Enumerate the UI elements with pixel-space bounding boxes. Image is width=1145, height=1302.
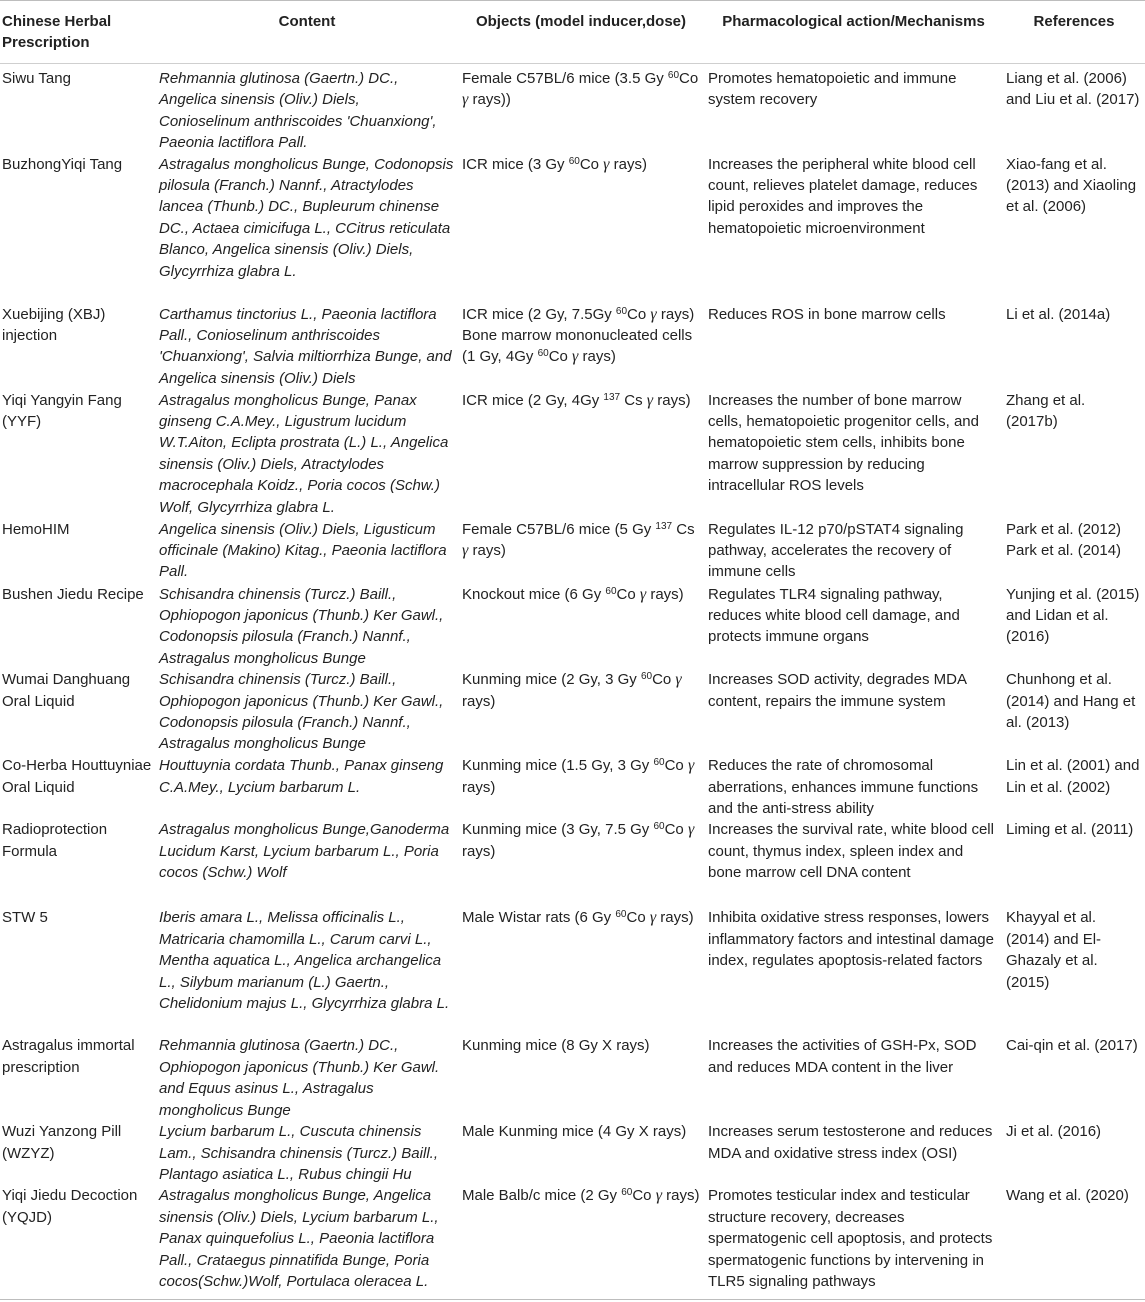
cell-content: Lycium barbarum L., Cuscuta chinensis Lam., Schisandra chinensis (Turcz.) Baill., Plantago asiatica L., Rubus chingii Hu	[159, 1123, 438, 1183]
cell-objects: Kunming mice (1.5 Gy, 3 Gy $^{60}$Co γ rays)	[462, 757, 695, 796]
table-body	[0, 64, 1145, 1300]
cell-references: Li et al. (2014a)	[1006, 305, 1111, 323]
cell-content: Astragalus mongholicus Bunge, Panax ginseng C.A.Mey., Ligustrum lucidum W.T.Aiton, Eclipta prostrata (L.) L., Angelica sinensis (Oliv.) Diels, Atractylodes macrocephala Koidz., Poria cocos (Schw.) Wolf, Glycyrrhiza glabra L.	[159, 391, 449, 516]
cell-content: Schisandra chinensis (Turcz.) Baill., Ophiopogon japonicus (Thunb.) Ker Gawl., Codonopsis pilosula (Franch.) Nannf., Astragalus mongholicus Bunge	[159, 585, 444, 667]
table-row	[0, 584, 1145, 670]
cell-mechanism: Increases the survival rate, white blood cell count, thymus index, spleen index and bone marrow cell DNA content	[708, 821, 994, 882]
table-row	[0, 819, 1145, 907]
cell-mechanism: Increases the number of bone marrow cells, hematopoietic progenitor cells, and hematopoietic stem cells, inhibits bone marrow suppression by reducing intracellular ROS levels	[708, 391, 979, 495]
cell-content: Carthamus tinctorius L., Paeonia lactiflora Pall., Conioselinum anthriscoides 'Chuanxiong', Salvia miltiorrhiza Bunge, and Angelica sinensis (Oliv.) Diels	[159, 305, 452, 387]
table-row	[0, 1121, 1145, 1185]
header-references: References	[1033, 13, 1115, 30]
header-content: Content	[278, 13, 336, 30]
table-row	[0, 755, 1145, 819]
cell-prescription-name: STW 5	[2, 909, 48, 927]
table-row	[0, 1185, 1145, 1299]
cell-mechanism: Increases serum testosterone and reduces MDA and oxidative stress index (OSI)	[708, 1123, 993, 1162]
cell-references: Khayyal et al. (2014) and El-Ghazaly et al. (2015)	[1006, 909, 1102, 991]
cell-content: Houttuynia cordata Thunb., Panax ginseng C.A.Mey., Lycium barbarum L.	[159, 757, 444, 796]
cell-references: Cai-qin et al. (2017)	[1006, 1037, 1138, 1055]
cell-references: Liang et al. (2006) and Liu et al. (2017)	[1006, 70, 1140, 109]
cell-objects: Kunming mice (3 Gy, 7.5 Gy $^{60}$Co γ rays)	[462, 821, 695, 860]
table-row	[0, 304, 1145, 390]
cell-objects: Female C57BL/6 mice (3.5 Gy $^{60}$Co γ rays))	[462, 70, 699, 109]
table-row	[0, 154, 1145, 304]
cell-prescription-name: Yiqi Yangyin Fang (YYF)	[2, 391, 122, 431]
cell-objects: ICR mice (3 Gy $^{60}$Co γ rays)	[462, 155, 647, 173]
cell-references: Lin et al. (2001) and Lin et al. (2002)	[1006, 757, 1140, 796]
cell-references: Wang et al. (2020)	[1006, 1187, 1129, 1205]
header-prescription: Chinese Herbal Prescription	[2, 13, 112, 51]
cell-content: Rehmannia glutinosa (Gaertn.) DC., Ophiopogon japonicus (Thunb.) Ker Gawl. and Equus asinus L., Astragalus mongholicus Bunge	[159, 1037, 440, 1119]
cell-objects: Male Balb/c mice (2 Gy $^{60}$Co γ rays)	[462, 1187, 700, 1205]
header-mechanism: Pharmacological action/Mechanisms	[722, 13, 985, 30]
table-row	[0, 1035, 1145, 1121]
cell-content: Schisandra chinensis (Turcz.) Baill., Ophiopogon japonicus (Thunb.) Ker Gawl., Codonopsis pilosula (Franch.) Nannf., Astragalus mongholicus Bunge	[159, 671, 444, 753]
cell-content: Angelica sinensis (Oliv.) Diels, Ligusticum officinale (Makino) Kitag., Paeonia lactiflora Pall.	[159, 520, 447, 581]
header-objects: Objects (model inducer,dose)	[475, 13, 687, 30]
cell-content: Astragalus mongholicus Bunge, Angelica sinensis (Oliv.) Diels, Lycium barbarum L., Panax quinquefolius L., Paeonia lactiflora Pall., Crataegus pinnatifida Bunge, Poria cocos(Schw.)Wolf, Portulaca oleracea L.	[159, 1187, 439, 1290]
table-row	[0, 64, 1145, 154]
table-row	[0, 519, 1145, 584]
cell-prescription-name: HemoHIM	[2, 520, 70, 538]
cell-objects: Knockout mice (6 Gy $^{60}$Co γ rays)	[462, 585, 684, 603]
cell-prescription-name: Xuebijing (XBJ) injection	[2, 305, 106, 345]
cell-objects: Female C57BL/6 mice (5 Gy $^{137}$ Cs γ rays)	[462, 520, 695, 560]
cell-objects: ICR mice (2 Gy, 4Gy $^{137}$ Cs γ rays)	[462, 391, 691, 409]
cell-objects: Kunming mice (8 Gy X rays)	[462, 1037, 650, 1055]
cell-mechanism: Inhibita oxidative stress responses, lowers inflammatory factors and intestinal damage index, regulates apoptosis-related factors	[708, 909, 994, 970]
cell-mechanism: Reduces ROS in bone marrow cells	[708, 305, 946, 323]
cell-mechanism: Increases the activities of GSH-Px, SOD and reduces MDA content in the liver	[708, 1037, 977, 1076]
cell-prescription-name: BuzhongYiqi Tang	[2, 155, 123, 173]
cell-content: Rehmannia glutinosa (Gaertn.) DC., Angelica sinensis (Oliv.) Diels, Conioselinum anthriscoides 'Chuanxiong', Paeonia lactiflora Pall.	[159, 70, 437, 152]
cell-prescription-name: Wuzi Yanzong Pill (WZYZ)	[2, 1123, 122, 1162]
cell-references: Xiao-fang et al. (2013) and Xiaoling et al. (2006)	[1006, 155, 1137, 216]
cell-objects: Kunming mice (2 Gy, 3 Gy $^{60}$Co γ rays)	[462, 671, 682, 710]
cell-prescription-name: Radioprotection Formula	[2, 821, 108, 860]
cell-mechanism: Promotes hematopoietic and immune system recovery	[708, 70, 957, 109]
cell-references: Ji et al. (2016)	[1006, 1123, 1102, 1141]
cell-prescription-name: Siwu Tang	[2, 70, 71, 87]
cell-mechanism: Regulates IL-12 p70/pSTAT4 signaling pathway, accelerates the recovery of immune cells	[708, 520, 964, 581]
cell-prescription-name: Co-Herba Houttuyniae Oral Liquid	[2, 757, 152, 796]
cell-prescription-name: Wumai Danghuang Oral Liquid	[2, 671, 131, 710]
cell-references: Liming et al. (2011)	[1006, 821, 1134, 839]
table-row	[0, 390, 1145, 519]
cell-references: Zhang et al. (2017b)	[1006, 391, 1086, 431]
table-row	[0, 907, 1145, 1035]
cell-content: Astragalus mongholicus Bunge,Ganoderma Lucidum Karst, Lycium barbarum L., Poria cocos (Schw.) Wolf	[159, 821, 450, 882]
cell-content: Astragalus mongholicus Bunge, Codonopsis pilosula (Franch.) Nannf., Atractylodes lancea (Thunb.) DC., Bupleurum chinense DC., Actaea cimicifuga L., CCitrus reticulata Blanco, Angelica sinensis (Oliv.) Diels, Glycyrrhiza glabra L.	[159, 155, 454, 280]
cell-objects: Male Kunming mice (4 Gy X rays)	[462, 1123, 687, 1141]
cell-references: Chunhong et al. (2014) and Hang et al. (2013)	[1006, 671, 1136, 732]
table-row	[0, 669, 1145, 755]
cell-mechanism: Promotes testicular index and testicular structure recovery, decreases spermatogenic cell apoptosis, and protects spermatogenic functions by intervening in TLR5 signaling pathways	[708, 1187, 993, 1290]
cell-prescription-name: Yiqi Jiedu Decoction (YQJD)	[2, 1187, 138, 1226]
cell-objects: ICR mice (2 Gy, 7.5Gy $^{60}$Co γ rays) Bone marrow mononucleated cells (1 Gy, 4Gy $^{60}$Co γ rays)	[462, 305, 695, 366]
cell-prescription-name: Bushen Jiedu Recipe	[2, 585, 144, 603]
table-header	[0, 1, 1145, 64]
cell-references: Park et al. (2012) Park et al. (2014)	[1006, 520, 1122, 560]
cell-objects: Male Wistar rats (6 Gy $^{60}$Co γ rays)	[462, 909, 694, 927]
cell-references: Yunjing et al. (2015) and Lidan et al. (2016)	[1006, 585, 1140, 646]
cell-mechanism: Regulates TLR4 signaling pathway, reduces white blood cell damage, and protects immune organs	[708, 585, 960, 646]
cell-mechanism: Increases the peripheral white blood cell count, relieves platelet damage, reduces lipid peroxides and improves the hematopoietic microenvironment	[708, 155, 978, 237]
cell-mechanism: Increases SOD activity, degrades MDA content, repairs the immune system	[708, 671, 967, 710]
cell-mechanism: Reduces the rate of chromosomal aberrations, enhances immune functions and the anti-stress ability	[708, 757, 979, 818]
cell-prescription-name: Astragalus immortal prescription	[2, 1037, 135, 1076]
header-row	[0, 1, 1145, 64]
cell-content: Iberis amara L., Melissa officinalis L., Matricaria chamomilla L., Carum carvi L., Mentha aquatica L., Angelica archangelica L., Silybum marianum (L.) Gaertn., Chelidonium majus L., Glycyrrhiza glabra L.	[159, 909, 450, 1013]
